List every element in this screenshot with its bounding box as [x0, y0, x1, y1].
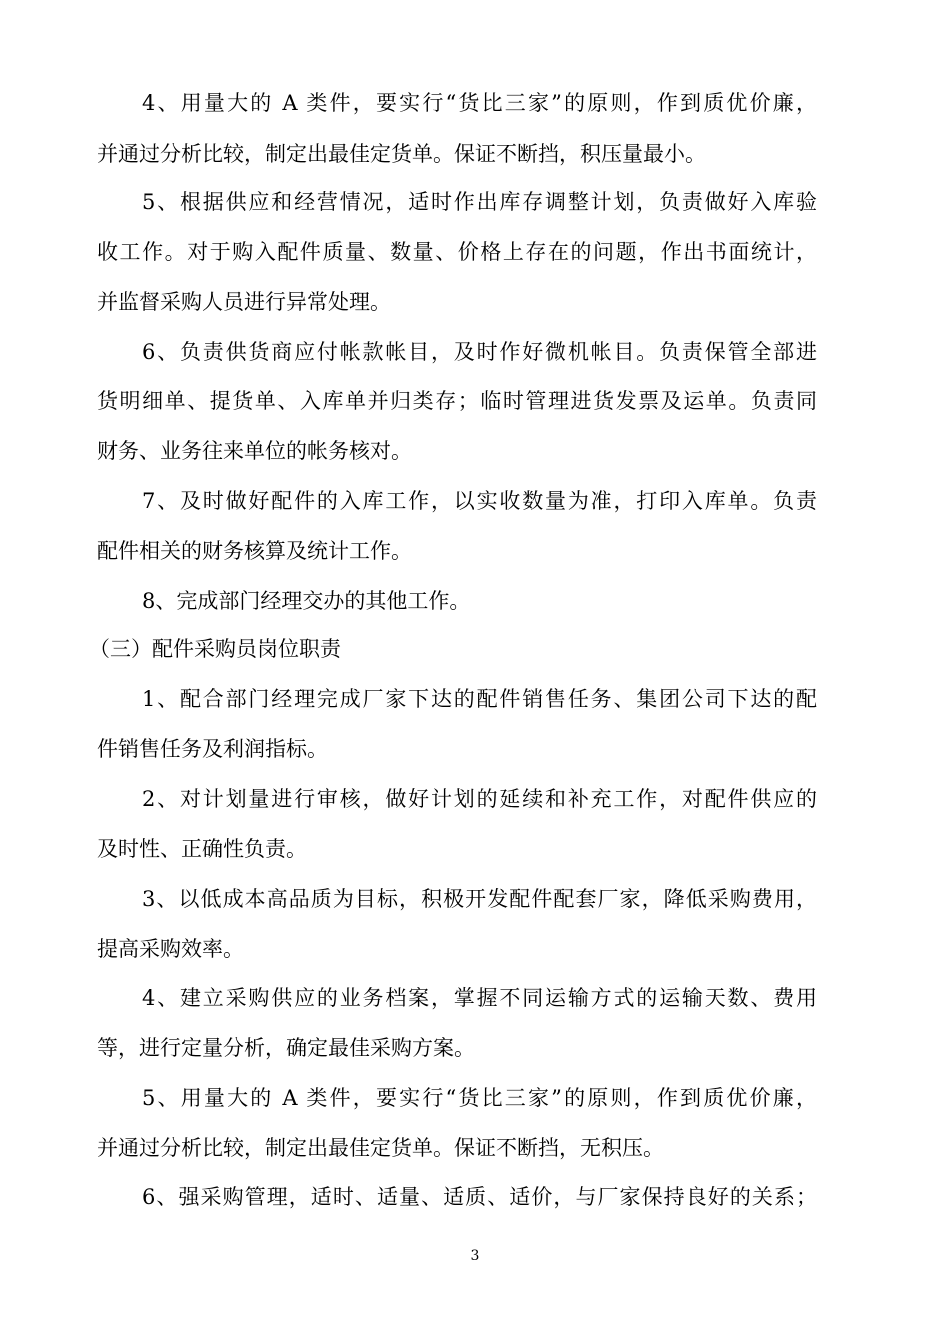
duty-6-line-1: 6、强采购管理，适时、适量、适质、适价，与厂家保持良好的关系； — [142, 1185, 817, 1209]
paragraph-5-line-3: 并监督采购人员进行异常处理。 — [97, 290, 391, 314]
paragraph-7-line-2: 配件相关的财务核算及统计工作。 — [97, 539, 412, 563]
page-number: 3 — [470, 1248, 480, 1264]
duty-3-line-2: 提高采购效率。 — [97, 937, 244, 961]
paragraph-6-line-3: 财务、业务往来单位的帐务核对。 — [97, 439, 412, 463]
duty-1-line-2: 件销售任务及利润指标。 — [97, 737, 328, 761]
paragraph-4-line-1: 4、用量大的 A 类件，要实行“货比三家”的原则，作到质优价廉， — [142, 91, 817, 115]
duty-2-line-2: 及时性、正确性负责。 — [97, 837, 307, 861]
duty-5-line-2: 并通过分析比较，制定出最佳定货单。保证不断挡，无积压。 — [97, 1136, 664, 1160]
paragraph-6-line-2: 货明细单、提货单、入库单并归类存；临时管理进货发票及运单。负责同 — [97, 389, 817, 413]
duty-1-line-1: 1、配合部门经理完成厂家下达的配件销售任务、集团公司下达的配 — [142, 687, 817, 711]
paragraph-8-line-1: 8、完成部门经理交办的其他工作。 — [142, 589, 471, 613]
paragraph-4-line-2: 并通过分析比较，制定出最佳定货单。保证不断挡，积压量最小。 — [97, 142, 706, 166]
duty-5-line-1: 5、用量大的 A 类件，要实行“货比三家”的原则，作到质优价廉， — [142, 1086, 817, 1110]
paragraph-6-line-1: 6、负责供货商应付帐款帐目，及时作好微机帐目。负责保管全部进 — [142, 340, 817, 364]
paragraph-5-line-1: 5、根据供应和经营情况，适时作出库存调整计划，负责做好入库验 — [142, 190, 817, 214]
duty-2-line-1: 2、对计划量进行审核，做好计划的延续和补充工作，对配件供应的 — [142, 787, 817, 811]
duty-3-line-1: 3、以低成本高品质为目标，积极开发配件配套厂家，降低采购费用， — [142, 887, 817, 911]
duty-4-line-2: 等，进行定量分析，确定最佳采购方案。 — [97, 1036, 475, 1060]
section-heading: （三）配件采购员岗位职责 — [89, 637, 341, 661]
paragraph-5-line-2: 收工作。对于购入配件质量、数量、价格上存在的问题，作出书面统计， — [97, 240, 817, 264]
paragraph-7-line-1: 7、及时做好配件的入库工作，以实收数量为准，打印入库单。负责 — [142, 489, 817, 513]
duty-4-line-1: 4、建立采购供应的业务档案，掌握不同运输方式的运输天数、费用 — [142, 986, 817, 1010]
